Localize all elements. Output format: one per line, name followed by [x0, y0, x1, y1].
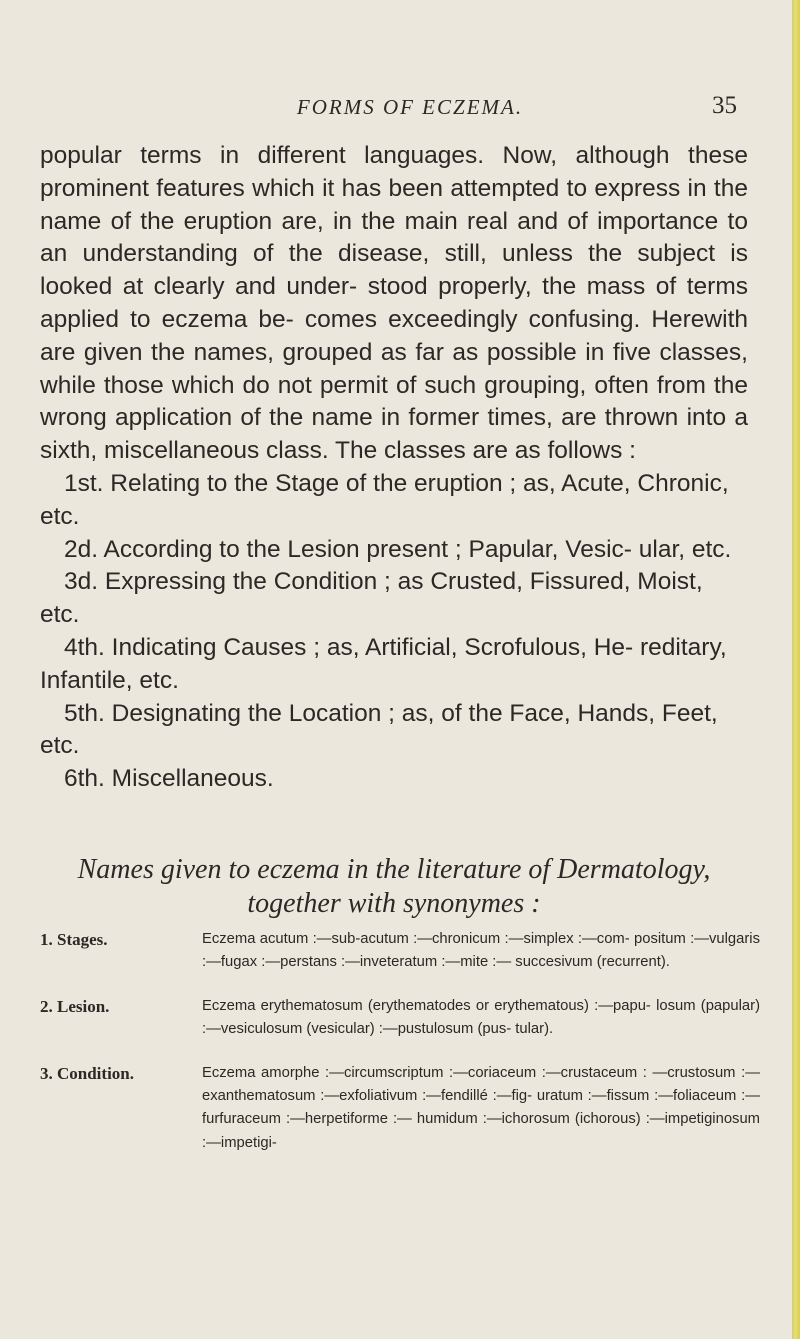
entry-text: Eczema erythematosum (erythematodes or erythematous) :—papu- losum (papular) :—vesiculosum (vesicular) :—pustulosum (pus- tular). — [202, 997, 760, 1038]
section-title-line: Names given to eczema in the literature of Dermatology, — [77, 854, 711, 885]
synonym-list — [40, 928, 760, 1175]
class-item: 2d. According to the Lesion present ; Papular, Vesic- ular, etc. — [64, 535, 732, 563]
class-item: 4th. Indicating Causes ; as, Artificial, Scrofulous, He- reditary, Infantile, etc. — [40, 633, 727, 694]
class-item: 6th. Miscellaneous. — [64, 765, 274, 793]
class-item: 3d. Expressing the Condition ; as Crusted, Fissured, Moist, etc. — [40, 568, 703, 629]
entry-text: Eczema amorphe :—circumscriptum :—coriaceum :—crustaceum : —crustosum :—exanthematosum :—exfoliativum :—fendillé :—fig- uratum :—fissum :—foliaceum :—furfuraceum :—herpetiforme :— humidum :—ichorosum (ichorous) :—impetiginosum :—impetigi- — [202, 1064, 760, 1151]
synonym-entry — [40, 995, 760, 1042]
entry-label: 2. Lesion. — [40, 996, 110, 1016]
section-title — [40, 853, 748, 921]
entry-label: 3. Condition. — [40, 1063, 134, 1083]
page-number: 35 — [712, 92, 737, 119]
section-title-line: together with synonymes : — [247, 888, 541, 919]
synonym-entry — [40, 928, 760, 975]
class-item: 5th. Designating the Location ; as, of the Face, Hands, Feet, etc. — [40, 699, 718, 760]
intro-paragraph: popular terms in different languages. Now, although these prominent features which it has been attempted to express in the name of the eruption are, in the main real and of importance to an understanding of the disease, still, unless the subject is looked at clearly and under- stood properly, the mass of terms applied to eczema be- comes exceedingly confusing. Herewith are given the names, grouped as far as possible in five classes, while those which do not permit of such grouping, often from the wrong application of the name in former times, are thrown into a sixth, miscellaneous class. The classes are as follows : — [40, 142, 748, 465]
running-title: FORMS OF ECZEMA. — [296, 95, 524, 119]
body-text — [40, 140, 748, 796]
entry-label: 1. Stages. — [40, 930, 108, 949]
page-edge — [792, 0, 800, 1339]
class-item: 1st. Relating to the Stage of the eruption ; as, Acute, Chronic, etc. — [40, 469, 729, 530]
entry-text: Eczema acutum :—sub-acutum :—chronicum :—simplex :—com- positum :—vulgaris :—fugax :—perstans :—inveteratum :—mite :— succesivum (recurrent). — [202, 931, 760, 971]
synonym-entry — [40, 1062, 760, 1156]
